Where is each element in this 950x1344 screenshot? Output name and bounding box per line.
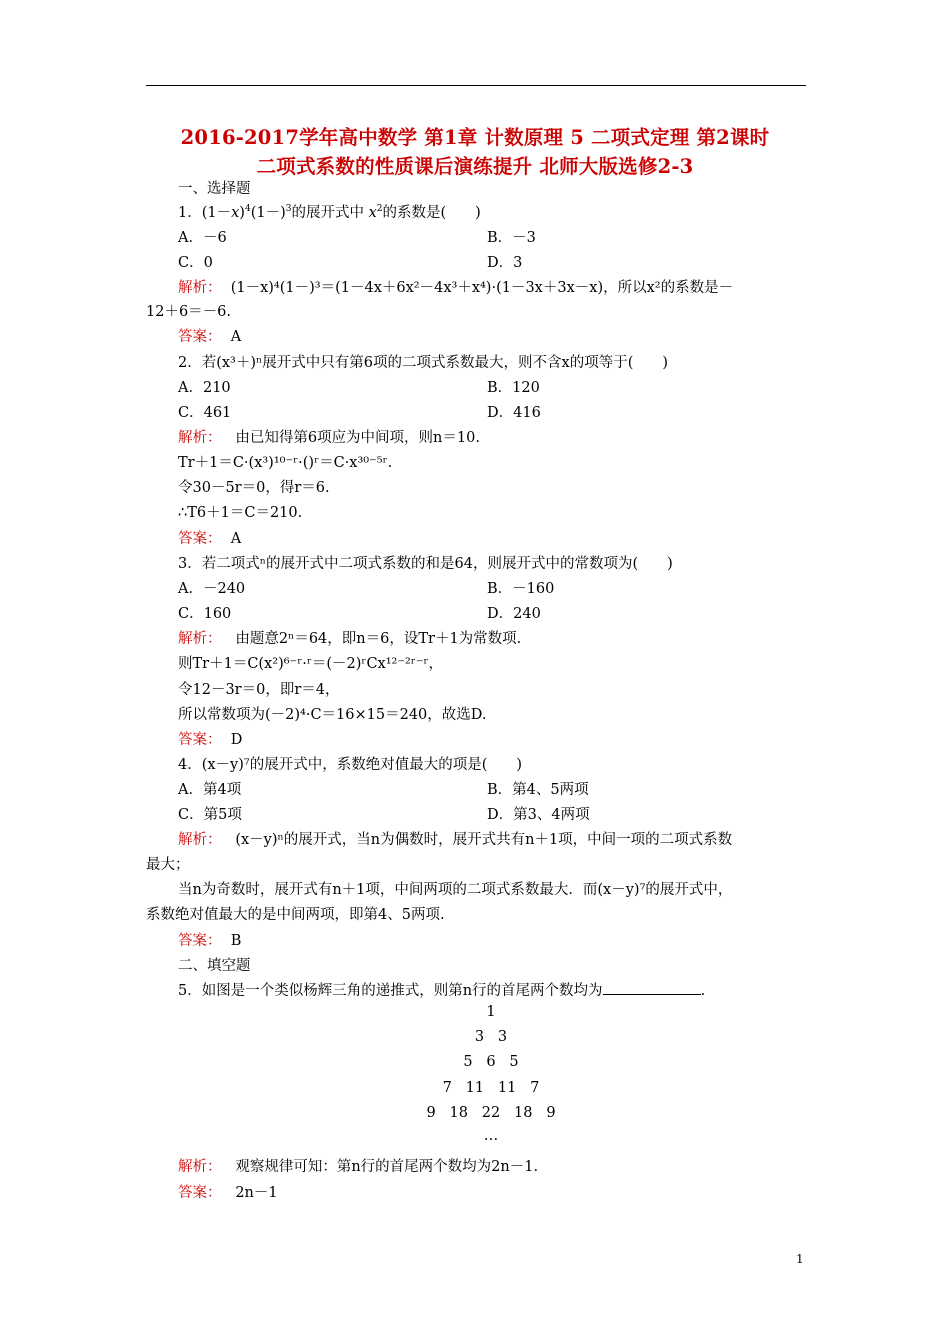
triangle-row-2: 3 3 [474,1029,508,1045]
q2-option-c: C．461 [178,405,232,421]
question-5-stem: 5．如图是一个类似杨辉三角的递推式，则第n行的首尾两个数均为 . [178,979,705,1000]
q4-option-b: B．第4、5两项 [487,782,589,798]
q3-analysis-4: 所以常数项为(－2)⁴·C＝16×15＝240，故选D. [178,707,487,723]
q5-answer: 答案： 2n－1 [178,1185,278,1201]
title-line-2: 二项式系数的性质课后演练提升 北师大版选修2-3 [256,155,694,178]
triangle-row-1: 1 [486,1004,496,1020]
q4-analysis-1: 解析： (x－y)ⁿ的展开式，当n为偶数时，展开式共有n＋1项，中间一项的二项式系数 [178,832,733,848]
question-1-stem: 1．$(1-x)^4(1-)^3$的展开式中 $x^2$的系数是( ) [178,204,481,221]
q1-analysis-cont: 12＋6＝－6. [146,304,232,320]
q1-option-a: A．－6 [178,230,227,246]
triangle-row-3: 5 6 5 [463,1054,519,1070]
q1-option-d: D．3 [487,255,523,271]
section-heading-choice: 一、选择题 [178,181,251,197]
q3-option-d: D．240 [487,606,541,622]
q2-option-a: A．210 [178,380,231,396]
q3-option-b: B．－160 [487,581,555,597]
q1-answer: 答案： A [178,329,242,345]
page-number: 1 [796,1252,804,1266]
q2-option-b: B．120 [487,380,540,396]
q2-analysis-2: Tr＋1＝C·(x³)¹⁰⁻ʳ·()ʳ＝C·x³⁰⁻⁵ʳ. [178,455,393,471]
q1-option-b: B．－3 [487,230,536,246]
q2-analysis-1: 解析： 由已知得第6项应为中间项，则n＝10. [178,430,480,446]
q4-analysis-2: 当n为奇数时，展开式有n＋1项，中间两项的二项式系数最大．而(x－y)⁷的展开式中， [178,882,733,898]
q3-answer: 答案： D [178,732,243,748]
q3-analysis-3: 令12－3r＝0，即r＝4， [178,682,340,698]
q2-option-d: D．416 [487,405,541,421]
q2-analysis-4: ∴T6＋1＝C＝210. [178,505,303,521]
q3-option-c: C．160 [178,606,232,622]
q3-analysis-1: 解析： 由题意2ⁿ＝64，即n＝6，设Tr＋1为常数项. [178,631,522,647]
title-line-1: 2016-2017学年高中数学 第1章 计数原理 5 二项式定理 第2课时 [180,126,770,149]
section-heading-fill: 二、填空题 [178,958,251,974]
triangle-row-4: 7 11 11 7 [442,1080,540,1096]
q3-analysis-2: 则Tr＋1＝C(x²)⁶⁻ʳ·ʳ＝(－2)ʳCx¹²⁻²ʳ⁻ʳ， [178,656,444,672]
question-3-stem: 3．若二项式ⁿ的展开式中二项式系数的和是64，则展开式中的常数项为( ) [178,556,673,572]
question-2-stem: 2．若(x³＋)ⁿ展开式中只有第6项的二项式系数最大，则不含x的项等于( ) [178,355,669,371]
q4-answer: 答案： B [178,933,242,949]
q4-option-d: D．第3、4两项 [487,807,590,823]
q4-analysis-3: 系数绝对值最大的是中间两项，即第4、5两项. [146,907,445,923]
top-rule [146,85,806,86]
q4-option-a: A．第4项 [178,782,242,798]
q4-option-c: C．第5项 [178,807,242,823]
triangle-row-5: 9 18 22 18 9 [426,1105,556,1121]
triangle-row-ellipsis: … [483,1128,499,1144]
q1-analysis: 解析： (1－x)⁴(1－)³＝(1－4x＋6x²－4x³＋x⁴)·(1－3x＋3x－x)，所以x²的系数是－ [178,280,734,296]
answer-blank [603,980,701,995]
analysis-label: 解析： [178,280,222,296]
question-4-stem: 4．(x－y)⁷的展开式中，系数绝对值最大的项是( ) [178,757,523,773]
q3-option-a: A．－240 [178,581,246,597]
q2-answer: 答案： A [178,531,242,547]
q4-analysis-1-cont: 最大； [146,857,190,873]
q5-analysis: 解析： 观察规律可知：第n行的首尾两个数均为2n－1. [178,1159,539,1175]
q2-analysis-3: 令30－5r＝0，得r＝6. [178,480,330,496]
q1-option-c: C．0 [178,255,213,271]
